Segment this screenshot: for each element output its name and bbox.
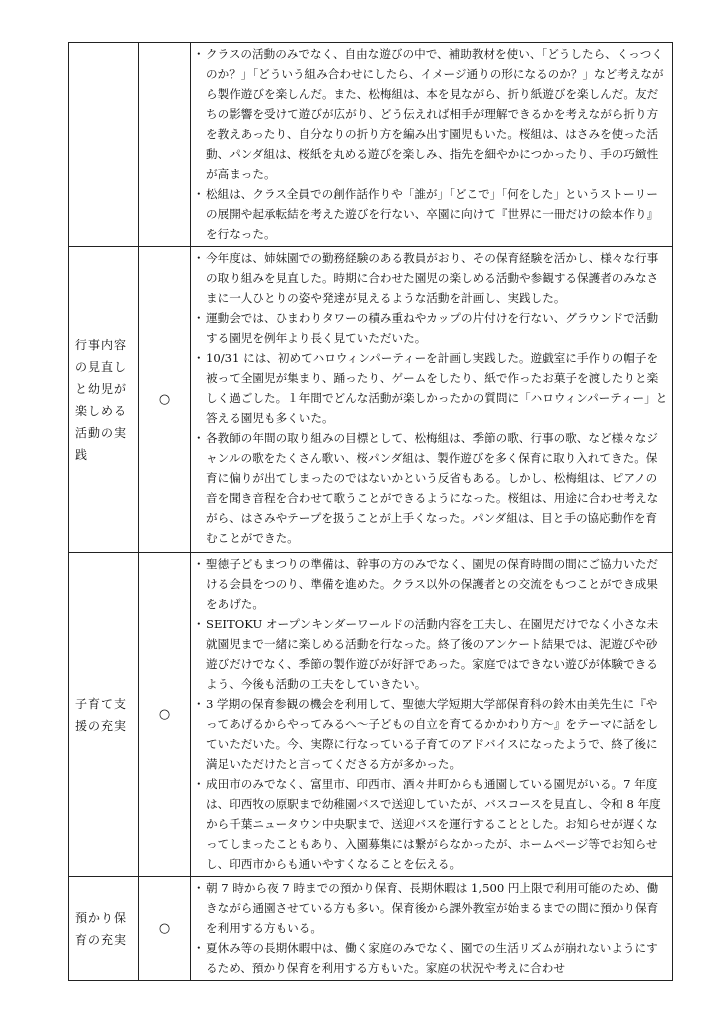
table-row xyxy=(69,877,673,981)
list-item: ・ 各教師の年間の取り組みの目標として、松梅組は、季節の歌、行事の歌、など様々なジャンルの歌をたくさん歌い、桜パンダ組は、製作遊びを多く保育に取り入れてきた。保育に偏りが出てしまったのではないかという反省もある。しかし、松梅組は、ピアノの音を聞き音程を合わせて歌うことができるようになった。桜組は、用途に合わせ考えながら、はさみやテープを扱うことが上手くなった。パンダ組は、目と手の協応動作を育むことができた。 xyxy=(194,428,668,548)
list-item: ・ 朝 7 時から夜 7 時までの預かり保育、長期休暇は 1,500 円上限で利用可能のため、働きながら通園させている方も多い。保育後から課外教室が始まるまでの間に預かり保育を利用する方もいる。 xyxy=(194,878,668,938)
row-category xyxy=(69,43,139,247)
list-item: ・ SEITOKU オープンキンダーワールドの活動内容を工夫し、在園児だけでなく小さな未就園児まで一緒に楽しめる活動を行なった。終了後のアンケート結果では、泥遊びや砂遊びだけでなく、季節の製作遊びが好評であった。家庭ではできない遊びが体験できるよう、今後も活動の工夫をしていきたい。 xyxy=(194,614,668,694)
evaluation-mark: ○ xyxy=(139,247,191,553)
table-row xyxy=(69,553,673,877)
row-category: 行事内容の見直しと幼児が楽しめる活動の実践 xyxy=(69,247,139,553)
evaluation-mark: ○ xyxy=(139,553,191,877)
list-item: ・ 松組は、クラス全員での創作話作りや「誰が」「どこで」「何をした」というストーリーの展開や起承転結を考えた遊びを行ない、卒園に向けて『世界に一冊だけの絵本作り』を行なった。 xyxy=(194,184,668,244)
list-item: ・ 運動会では、ひまわりタワーの積み重ねやカップの片付けを行ない、グラウンドで活動する園児を例年より長く見ていただいた。 xyxy=(194,308,668,348)
table-row xyxy=(69,43,673,247)
list-item: ・ 成田市のみでなく、富里市、印西市、酒々井町からも通園している園児がいる。7 年度は、印西牧の原駅まで幼稚園バスで送迎していたが、バスコースを見直し、令和 8 年度から千葉ニュータウン中央駅まで、送迎バスを運行することとした。お知らせが遅くなってしまったこともあり、入園募集には繋がらなかったが、ホームページ等でお知らせし、印西市からも通いやすくなることを伝える。 xyxy=(194,774,668,874)
list-item: ・ 10/31 には、初めてハロウィンパーティーを計画し実践した。遊戯室に手作りの帽子を被って全園児が集まり、踊ったり、ゲームをしたり、紙で作ったお菓子を渡したりと楽しく過ごした。１年間でどんな活動が楽しかったかの質問に「ハロウィンパーティー」と答える園児も多くいた。 xyxy=(194,348,668,428)
list-item: ・ 3 学期の保育参観の機会を利用して、聖徳大学短期大学部保育科の鈴木由美先生に『やってあげるからやってみるへ～子どもの自立を育てるかかわり方～』をテーマに話をしていただいた。今、実際に行なっている子育てのアドバイスになったようで、終了後に満足いただけたと言ってくださる方が多かった。 xyxy=(194,694,668,774)
row-details xyxy=(191,553,673,877)
list-item: ・ 今年度は、姉妹園での勤務経験のある教員がおり、その保育経験を活かし、様々な行事の取り組みを見直した。時期に合わせた園児の楽しめる活動や参観する保護者のみなさまに一人ひとりの姿や発達が見えるような活動を計画し、実践した。 xyxy=(194,248,668,308)
row-category: 預かり保育の充実 xyxy=(69,877,139,981)
list-item: ・ 聖徳子どもまつりの準備は、幹事の方のみでなく、園児の保育時間の間にご協力いただける会員をつのり、準備を進めた。クラス以外の保護者との交流をもつことができ成果をあげた。 xyxy=(194,554,668,614)
evaluation-mark: ○ xyxy=(139,877,191,981)
row-category: 子育て支援の充実 xyxy=(69,553,139,877)
table-row xyxy=(69,247,673,553)
row-details xyxy=(191,43,673,247)
evaluation-mark xyxy=(139,43,191,247)
evaluation-table xyxy=(68,42,673,981)
list-item: ・ 夏休み等の長期休暇中は、働く家庭のみでなく、園での生活リズムが崩れないようにするため、預かり保育を利用する方もいた。家庭の状況や考えに合わせ xyxy=(194,938,668,978)
row-details xyxy=(191,877,673,981)
list-item: ・ クラスの活動のみでなく、自由な遊びの中で、補助教材を使い、「どうしたら、くっつくのか？」「どういう組み合わせにしたら、イメージ通りの形になるのか？」など考えながら製作遊びを楽しんだ。また、松梅組は、本を見ながら、折り紙遊びを楽しんだ。友だちの影響を受けて遊びが広がり、どう伝えれば相手が理解できるかを考えながら折り方を教えあったり、自分なりの折り方を編み出す園児もいた。桜組は、はさみを使った活動、パンダ組は、桜紙を丸める遊びを楽しみ、指先を細やかにつかったり、手の巧緻性が高まった。 xyxy=(194,44,668,184)
row-details xyxy=(191,247,673,553)
